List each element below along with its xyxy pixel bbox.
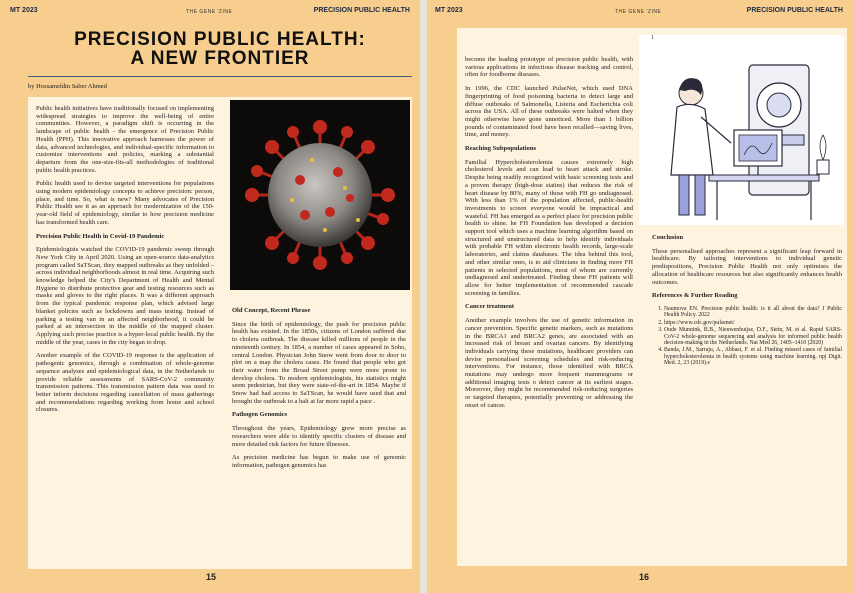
section-heading: Precision Public Health in Covid-19 Pandemic [36,232,165,240]
header-magazine: THE GENE 'ZINE [615,9,662,15]
lab-illustration [639,35,844,225]
section-heading: Conclusion [652,234,684,241]
paragraph: Another example involves the use of genetic information in cancer prevention. Specific genetic markers, such as mutations in the BRCA1 and BRCA2 genes, are associated with an increased risk of breast and ovarian cancers. By identifying individuals carrying these mutations, healthcare providers can devise personalised screening schedules and risk-reducing interventions. For instance, those identified with BRCA mutations may undergo more frequent mammograms or additional imaging tests o detect cancer at its earliest stages. Moreover, they might be recommended risk-reducing surgeries or targeted therapies, potentially preventing or addressing the onset of cancer. [465,317,633,409]
paragraph: In 1996, the CDC launched PulseNet, which used DNA fingerprinting of food poisoning bacteria to detect large and diffuse outbreaks of Salmonella, Listeria and Escherichia coli across the USA. All of these outbreaks were halted when they might otherwise have gone unnoticed. More than 1 billion pounds of contaminated food have been recalled—saving lives, time, and money. [465,85,633,139]
section-heading: Old Concept, Recent Phrase [232,307,311,314]
paragraph: Familial Hypercholesterolemia causes extremely high cholesterol levels and can lead to heart attack and stroke. Despite being readily recognized with basic screening tests and a proven therapy (high-dose statins) that reduces the risk of heart disease by 80%, many of those with FH go undiagnosed. With less than 1% of the population affected, public-health investments to screen everyone would be impractical and wasteful. FH has emerged as a perfect place for precision public health to shine. he FH Foundation has developed a decision support tool which uses a machine learning algorithm based on structured and unstructured data to help identify individuals with probable FH within electronic health records, large-scale laboratories, and claims databases. The idea behind this tool, and other similar ones, is to aid clinicians in finding more FH patients in selected populations, most of whom are currently undiagnosed and undertreated. Finding these FH patients will allow for better implementation of recommended cascade screening in families. [465,158,633,297]
paragraph: Since the birth of epidemiology, the push for precision public health has existed. In the 1850s, citizens of London suffered due to cholera outbreak. The disease killed millions of people in the nineteenth century. In 1854, a number of cases appeared in Soho, central London. Physician John Snow went from door to door to plot on a map the cholera cases. He found that people who got their water from the Broad Street pump were more prone to develop cholera. To modern epidemiologists, his statistics might seem pedestrian, but they were state-of-the-art in 1854. Maybe if Snow had had access to SaTScan, he would have used that and brought the outbreak to a halt at far more rapid a pace . [232,320,406,405]
byline: by Hossameldin Saber Ahmed [28,83,107,90]
left-column-1 [36,105,214,420]
page-15 [0,0,420,593]
header-issue: MT 2023 [435,7,463,14]
header-section: PRECISION PUBLIC HEALTH [313,7,410,14]
title-line-2: A NEW FRONTIER [130,48,310,69]
reference-item: 4. Banda, J.M., Sarraju, A., Abbasi, F. et al. Finding missed cases of familial hypercholesterolemia in health systems using machine learning. npj Digit. Med. 2, 23 (2019).e [664,347,842,366]
header-magazine: THE GENE 'ZINE [186,9,233,15]
page-16 [427,0,853,593]
paragraph: Throughout the years, Epidemiology grew more precise as researchers were able to identify specific clusters of disease and more detailed risk factors for future illnesses. [232,425,406,448]
section-heading: Reaching Subpopulations [465,145,536,153]
header-section: PRECISION PUBLIC HEALTH [746,7,843,14]
title-divider [28,76,412,77]
paragraph: Another example of the COVID-19 response is the application of pathogenic genomics, through a combination of whole-genome sequence analyses and epidemiological data, in the Netherlands to provide reliable assessments of SARS-CoV-2 community transmission patterns. This transmission pattern data was used to better inform decisions regarding cancellation of mass gatherings and recommendations regarding working from home and school closures. [36,352,214,414]
header-issue: MT 2023 [10,7,38,14]
right-column-1 [465,56,633,416]
left-column-2 [232,303,406,476]
reference-link[interactable]: 2. https://www.cdc.gov/pulsenet/ [664,320,842,326]
reference-item: 1. Naumova EN. Precision public health: is it all about the data? J Public Health Policy. 2022 [664,306,842,319]
paragraph: Public health used to devise targeted interventions for populations using modern epidemiology concepts to achieve precision: person, place, and time. So, what is new? Many advocates of Precision Public Health see it as an approach for modernization of the 150-year-old field of epidemiology, similar to how precision medicine has transformed health care. [36,180,214,226]
page-number: 16 [639,572,650,582]
title-line-1: PRECISION PUBLIC HEALTH: [74,29,366,50]
paragraph: Public health initiatives have traditionally focused on implementing widespread strategies to improve the well-being of entire communities. However, a paradigm shift is occurring in the landscape of public health - the emergence of Precision Public Health (PPH). This innovative approach harnesses the power of data, advanced technologies, and individual-specific information to customize interventions and policies, marking a substantial departure from the one-size-fits-all methodologies of traditional public health practices. [36,105,214,174]
article-title [60,30,380,68]
page-number: 15 [206,572,217,582]
references-list [652,306,842,367]
scientist-at-computer-illustration [639,35,844,225]
section-heading: References & Further Reading [652,292,738,300]
right-column-2 [652,230,842,368]
paragraph: These personalised approaches represent a significant leap forward in healthcare. By tailoring interventions to individual genetic predispositions, Precision Public Health not only optimises the allocation of healthcare resources but also significantly enhances health outcomes. [652,247,842,286]
paragraph: As precision medicine has begun to make use of genomic information, pathogen genomics has [232,454,406,469]
section-heading: Pathogen Genomics [232,411,288,419]
reference-item: 3. Oude Munnink, B.B., Nieuwenhuijse, D.F., Stein, M. et al. Rapid SARS-CoV-2 whole-genome sequencing and analysis for informed public health decision-making in the Netherlands. Nat Med 26, 1405–1410 (2020) [664,327,842,346]
coronavirus-illustration [230,100,410,290]
paragraph: Epidemiologists watched the COVID-19 pandemic sweep through New York City in April 2020. Using an open-source data-analytics program called SaTScan, they mapped outbreaks as they unfolded – across individual neighborhoods almost in real time. Acquiring such knowledge helped the City's Department of Health and Mental Hygiene to distribute protective gear and testing resources such as masks and gloves to the right places. It was a different approach from the typical pandemic response plan, which advised large blanket policies such as lockdowns and mass testing. Instead of parking a testing van in an affected neighborhood, it could be parked at an intersection in the middle of the mapped cluster. Applying such precise practice is a hyper-local public health. By the middle of the year, cases in the city began to drop. [36,246,214,346]
illustration-number: 1 [651,35,654,41]
paragraph: become the leading prototype of precision public health, with various applications in infectious disease tracking and control, often for foodborne diseases. [465,56,633,79]
coronavirus-image [230,100,410,290]
section-heading: Cancer treatment [465,303,515,311]
